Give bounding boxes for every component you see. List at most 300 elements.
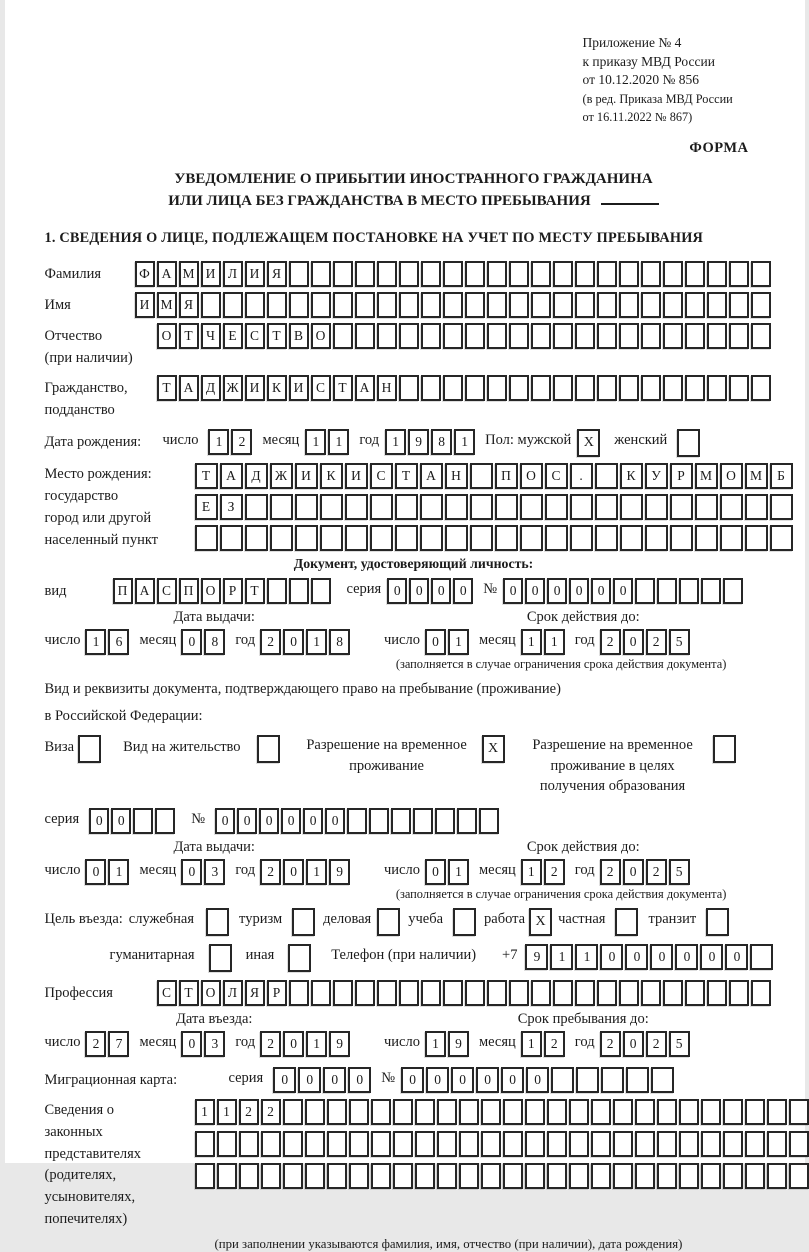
char-cell[interactable]: Ж [223,375,243,401]
char-cell[interactable] [327,1163,347,1189]
char-cell[interactable]: 2 [646,1031,667,1057]
char-cell[interactable] [333,261,353,287]
temp-residence-checkbox[interactable]: X [482,735,505,763]
char-cell[interactable] [789,1099,809,1125]
char-cell[interactable]: Т [245,578,265,604]
char-cell[interactable] [751,375,771,401]
char-cell[interactable] [495,494,518,520]
char-cell[interactable] [437,1099,457,1125]
char-cell[interactable] [355,292,375,318]
char-cell[interactable] [479,808,499,834]
char-cell[interactable]: 0 [569,578,589,604]
char-cell[interactable] [420,525,443,551]
char-cell[interactable]: 1 [425,1031,446,1057]
char-cell[interactable] [267,578,287,604]
char-cell[interactable] [509,261,529,287]
char-cell[interactable] [597,375,617,401]
char-cell[interactable] [399,261,419,287]
char-cell[interactable] [459,1163,479,1189]
char-cell[interactable] [355,323,375,349]
char-cell[interactable] [289,980,309,1006]
char-cell[interactable]: Н [445,463,468,489]
char-cell[interactable]: 3 [204,859,225,885]
char-cell[interactable] [547,1163,567,1189]
char-cell[interactable] [349,1131,369,1157]
char-cell[interactable]: И [295,463,318,489]
char-cell[interactable] [443,261,463,287]
char-cell[interactable] [553,375,573,401]
char-cell[interactable] [635,578,655,604]
char-cell[interactable]: 0 [501,1067,524,1093]
char-cell[interactable]: Р [267,980,287,1006]
char-cell[interactable]: И [245,261,265,287]
char-cell[interactable] [371,1131,391,1157]
char-cell[interactable]: 2 [239,1099,259,1125]
char-cell[interactable] [663,261,683,287]
char-cell[interactable]: А [220,463,243,489]
char-cell[interactable] [399,292,419,318]
char-cell[interactable] [751,323,771,349]
char-cell[interactable] [445,494,468,520]
char-cell[interactable] [217,1163,237,1189]
char-cell[interactable] [421,261,441,287]
char-cell[interactable] [195,525,218,551]
char-cell[interactable] [663,375,683,401]
char-cell[interactable]: А [135,578,155,604]
char-cell[interactable] [531,261,551,287]
char-cell[interactable] [245,292,265,318]
char-cell[interactable] [320,494,343,520]
char-cell[interactable] [663,980,683,1006]
char-cell[interactable]: 1 [448,859,469,885]
char-cell[interactable] [767,1163,787,1189]
char-cell[interactable]: 1 [305,429,326,455]
char-cell[interactable] [641,261,661,287]
char-cell[interactable] [395,494,418,520]
char-cell[interactable] [465,375,485,401]
char-cell[interactable]: Ч [201,323,221,349]
char-cell[interactable] [201,292,221,318]
char-cell[interactable] [525,1099,545,1125]
char-cell[interactable] [371,1099,391,1125]
visa-checkbox[interactable] [78,735,101,763]
char-cell[interactable]: 0 [283,629,304,655]
char-cell[interactable]: 0 [623,859,644,885]
char-cell[interactable]: И [345,463,368,489]
char-cell[interactable] [663,323,683,349]
char-cell[interactable] [415,1163,435,1189]
char-cell[interactable] [223,292,243,318]
char-cell[interactable] [195,1131,215,1157]
char-cell[interactable] [720,494,743,520]
char-cell[interactable] [595,525,618,551]
char-cell[interactable] [470,525,493,551]
char-cell[interactable] [345,525,368,551]
char-cell[interactable]: 1 [550,944,573,970]
char-cell[interactable]: 0 [431,578,451,604]
char-cell[interactable] [635,1131,655,1157]
char-cell[interactable] [520,525,543,551]
char-cell[interactable]: 6 [108,629,129,655]
char-cell[interactable] [327,1099,347,1125]
char-cell[interactable]: 0 [526,1067,549,1093]
char-cell[interactable]: 9 [329,859,350,885]
char-cell[interactable] [283,1163,303,1189]
char-cell[interactable] [220,525,243,551]
char-cell[interactable]: 2 [600,1031,621,1057]
char-cell[interactable]: 0 [625,944,648,970]
char-cell[interactable]: 1 [544,629,565,655]
char-cell[interactable] [770,494,793,520]
char-cell[interactable]: 0 [600,944,623,970]
char-cell[interactable] [261,1163,281,1189]
char-cell[interactable]: 0 [476,1067,499,1093]
char-cell[interactable]: 0 [323,1067,346,1093]
char-cell[interactable] [597,292,617,318]
sex-male-checkbox[interactable]: X [577,429,600,457]
char-cell[interactable]: 1 [306,629,327,655]
char-cell[interactable] [701,1099,721,1125]
char-cell[interactable] [619,292,639,318]
char-cell[interactable] [487,292,507,318]
char-cell[interactable] [767,1131,787,1157]
char-cell[interactable]: А [355,375,375,401]
char-cell[interactable] [545,525,568,551]
char-cell[interactable]: 1 [521,1031,542,1057]
char-cell[interactable]: 0 [547,578,567,604]
char-cell[interactable]: 0 [451,1067,474,1093]
char-cell[interactable] [597,261,617,287]
char-cell[interactable]: 0 [303,808,323,834]
char-cell[interactable]: Т [395,463,418,489]
char-cell[interactable]: С [311,375,331,401]
char-cell[interactable] [487,323,507,349]
char-cell[interactable] [509,323,529,349]
purpose-tourism-checkbox[interactable] [292,908,315,936]
char-cell[interactable] [377,261,397,287]
char-cell[interactable] [670,494,693,520]
char-cell[interactable]: 0 [650,944,673,970]
char-cell[interactable] [597,980,617,1006]
char-cell[interactable] [355,980,375,1006]
char-cell[interactable] [635,1099,655,1125]
char-cell[interactable]: О [720,463,743,489]
char-cell[interactable]: Л [223,261,243,287]
char-cell[interactable] [729,980,749,1006]
char-cell[interactable]: И [201,261,221,287]
char-cell[interactable] [707,261,727,287]
char-cell[interactable]: 2 [544,859,565,885]
char-cell[interactable] [657,578,677,604]
char-cell[interactable] [679,1131,699,1157]
char-cell[interactable] [133,808,153,834]
char-cell[interactable] [305,1163,325,1189]
char-cell[interactable] [435,808,455,834]
char-cell[interactable] [245,494,268,520]
char-cell[interactable] [750,944,773,970]
char-cell[interactable]: 0 [623,629,644,655]
char-cell[interactable] [620,494,643,520]
char-cell[interactable] [457,808,477,834]
char-cell[interactable] [657,1099,677,1125]
char-cell[interactable]: 0 [700,944,723,970]
char-cell[interactable]: А [157,261,177,287]
char-cell[interactable] [345,494,368,520]
char-cell[interactable] [695,494,718,520]
char-cell[interactable] [679,1099,699,1125]
char-cell[interactable]: 0 [401,1067,424,1093]
char-cell[interactable] [465,980,485,1006]
char-cell[interactable] [495,525,518,551]
char-cell[interactable] [437,1163,457,1189]
char-cell[interactable]: 0 [325,808,345,834]
char-cell[interactable]: 2 [261,1099,281,1125]
residence-permit-checkbox[interactable] [257,735,280,763]
char-cell[interactable] [311,292,331,318]
char-cell[interactable]: Т [179,323,199,349]
char-cell[interactable]: С [370,463,393,489]
char-cell[interactable] [553,261,573,287]
char-cell[interactable] [591,1163,611,1189]
char-cell[interactable] [670,525,693,551]
char-cell[interactable]: Ж [270,463,293,489]
char-cell[interactable] [657,1131,677,1157]
char-cell[interactable] [289,261,309,287]
char-cell[interactable] [525,1163,545,1189]
char-cell[interactable]: 0 [348,1067,371,1093]
char-cell[interactable] [745,494,768,520]
char-cell[interactable]: 1 [306,1031,327,1057]
char-cell[interactable]: 2 [600,629,621,655]
char-cell[interactable]: 0 [503,578,523,604]
char-cell[interactable] [509,980,529,1006]
char-cell[interactable]: 1 [208,429,229,455]
char-cell[interactable] [465,323,485,349]
char-cell[interactable] [679,578,699,604]
char-cell[interactable] [369,808,389,834]
char-cell[interactable]: Е [195,494,218,520]
char-cell[interactable] [601,1067,624,1093]
char-cell[interactable]: Т [157,375,177,401]
char-cell[interactable]: К [320,463,343,489]
char-cell[interactable] [641,375,661,401]
char-cell[interactable] [443,292,463,318]
char-cell[interactable] [679,1163,699,1189]
char-cell[interactable]: Я [267,261,287,287]
char-cell[interactable]: И [135,292,155,318]
char-cell[interactable] [525,1131,545,1157]
char-cell[interactable] [305,1131,325,1157]
char-cell[interactable]: 0 [273,1067,296,1093]
char-cell[interactable] [295,525,318,551]
char-cell[interactable]: 0 [613,578,633,604]
char-cell[interactable]: Д [201,375,221,401]
char-cell[interactable] [421,323,441,349]
char-cell[interactable] [421,980,441,1006]
char-cell[interactable]: В [289,323,309,349]
char-cell[interactable]: 9 [408,429,429,455]
char-cell[interactable] [239,1163,259,1189]
char-cell[interactable]: М [157,292,177,318]
char-cell[interactable] [645,494,668,520]
char-cell[interactable] [443,323,463,349]
char-cell[interactable] [217,1131,237,1157]
char-cell[interactable] [626,1067,649,1093]
char-cell[interactable] [245,525,268,551]
char-cell[interactable]: 0 [425,859,446,885]
char-cell[interactable]: Я [245,980,265,1006]
char-cell[interactable]: Б [770,463,793,489]
char-cell[interactable]: Д [245,463,268,489]
char-cell[interactable] [399,323,419,349]
char-cell[interactable] [595,463,618,489]
char-cell[interactable] [651,1067,674,1093]
char-cell[interactable] [459,1131,479,1157]
char-cell[interactable] [195,1163,215,1189]
char-cell[interactable] [641,980,661,1006]
char-cell[interactable] [395,525,418,551]
purpose-study-checkbox[interactable] [453,908,476,936]
char-cell[interactable] [635,1163,655,1189]
char-cell[interactable] [399,375,419,401]
char-cell[interactable]: О [311,323,331,349]
char-cell[interactable] [391,808,411,834]
char-cell[interactable]: Н [377,375,397,401]
char-cell[interactable] [509,375,529,401]
char-cell[interactable] [569,1099,589,1125]
char-cell[interactable] [701,578,721,604]
char-cell[interactable] [270,494,293,520]
char-cell[interactable] [503,1099,523,1125]
char-cell[interactable] [370,494,393,520]
char-cell[interactable] [770,525,793,551]
char-cell[interactable] [575,261,595,287]
char-cell[interactable] [745,1099,765,1125]
char-cell[interactable] [707,980,727,1006]
char-cell[interactable]: 0 [623,1031,644,1057]
char-cell[interactable] [751,980,771,1006]
char-cell[interactable]: Т [179,980,199,1006]
char-cell[interactable] [415,1131,435,1157]
char-cell[interactable] [155,808,175,834]
char-cell[interactable]: 0 [409,578,429,604]
char-cell[interactable] [377,292,397,318]
char-cell[interactable] [745,1163,765,1189]
char-cell[interactable] [720,525,743,551]
char-cell[interactable] [767,1099,787,1125]
char-cell[interactable]: 0 [525,578,545,604]
char-cell[interactable] [333,292,353,318]
char-cell[interactable]: М [179,261,199,287]
char-cell[interactable] [487,980,507,1006]
char-cell[interactable] [701,1163,721,1189]
char-cell[interactable] [283,1099,303,1125]
char-cell[interactable] [597,323,617,349]
char-cell[interactable] [481,1163,501,1189]
char-cell[interactable] [620,525,643,551]
char-cell[interactable] [520,494,543,520]
char-cell[interactable] [707,292,727,318]
purpose-other-checkbox[interactable] [288,944,311,972]
char-cell[interactable]: С [157,980,177,1006]
char-cell[interactable] [591,1099,611,1125]
char-cell[interactable] [347,808,367,834]
char-cell[interactable] [553,292,573,318]
char-cell[interactable] [695,525,718,551]
char-cell[interactable] [470,494,493,520]
char-cell[interactable] [575,323,595,349]
char-cell[interactable]: 5 [669,629,690,655]
char-cell[interactable] [465,261,485,287]
char-cell[interactable] [619,980,639,1006]
char-cell[interactable] [311,578,331,604]
char-cell[interactable] [789,1131,809,1157]
char-cell[interactable] [487,261,507,287]
char-cell[interactable] [415,1099,435,1125]
char-cell[interactable]: 0 [453,578,473,604]
char-cell[interactable]: 0 [281,808,301,834]
char-cell[interactable] [729,292,749,318]
purpose-business-checkbox[interactable] [377,908,400,936]
char-cell[interactable]: 1 [454,429,475,455]
char-cell[interactable] [729,323,749,349]
char-cell[interactable] [465,292,485,318]
char-cell[interactable]: 0 [181,1031,202,1057]
char-cell[interactable]: О [157,323,177,349]
char-cell[interactable]: 1 [448,629,469,655]
char-cell[interactable]: А [179,375,199,401]
char-cell[interactable] [551,1067,574,1093]
char-cell[interactable]: 0 [591,578,611,604]
char-cell[interactable] [641,292,661,318]
char-cell[interactable] [657,1163,677,1189]
char-cell[interactable]: 0 [675,944,698,970]
char-cell[interactable] [377,323,397,349]
char-cell[interactable] [619,261,639,287]
char-cell[interactable] [553,980,573,1006]
char-cell[interactable]: Я [179,292,199,318]
char-cell[interactable] [289,578,309,604]
char-cell[interactable] [613,1163,633,1189]
char-cell[interactable]: 2 [544,1031,565,1057]
char-cell[interactable]: 0 [387,578,407,604]
char-cell[interactable] [421,292,441,318]
char-cell[interactable] [503,1131,523,1157]
char-cell[interactable] [707,375,727,401]
char-cell[interactable] [509,292,529,318]
char-cell[interactable]: Т [267,323,287,349]
char-cell[interactable] [685,292,705,318]
char-cell[interactable] [685,980,705,1006]
char-cell[interactable]: 2 [600,859,621,885]
char-cell[interactable]: 9 [525,944,548,970]
char-cell[interactable] [377,980,397,1006]
char-cell[interactable] [547,1099,567,1125]
char-cell[interactable]: 1 [521,859,542,885]
char-cell[interactable] [311,261,331,287]
char-cell[interactable] [370,525,393,551]
char-cell[interactable]: М [695,463,718,489]
char-cell[interactable]: 1 [385,429,406,455]
char-cell[interactable] [619,323,639,349]
char-cell[interactable] [569,1163,589,1189]
char-cell[interactable] [421,375,441,401]
char-cell[interactable] [641,323,661,349]
char-cell[interactable] [707,323,727,349]
char-cell[interactable]: 7 [108,1031,129,1057]
char-cell[interactable]: З [220,494,243,520]
char-cell[interactable] [393,1131,413,1157]
